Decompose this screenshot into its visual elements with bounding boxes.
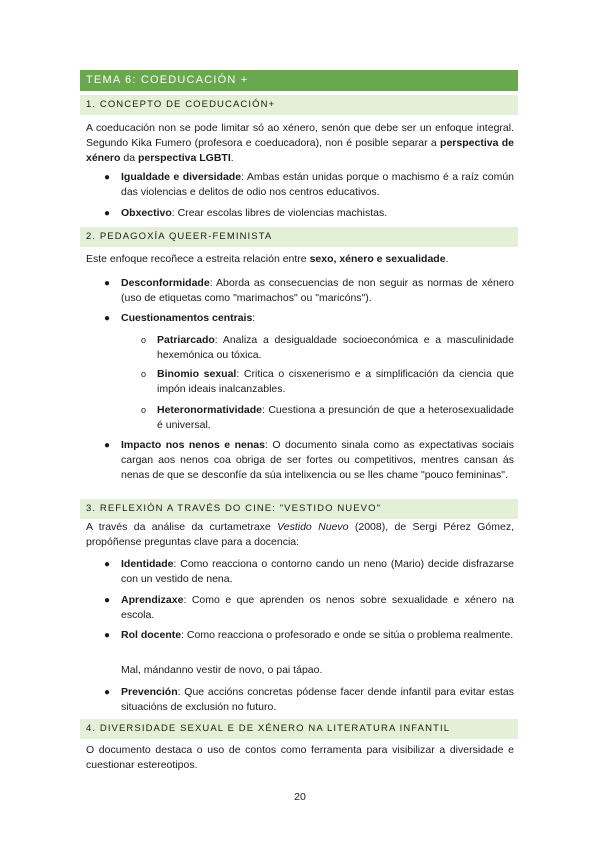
list-item: ● Rol docente: Como reacciona o profesorado e onde se sitúa o problema realmente. bbox=[104, 629, 514, 641]
bullet-icon: ● bbox=[104, 559, 111, 570]
section-3-heading: 3. REFLEXIÓN A TRAVÉS DO CINE: "VESTIDO NUEVO" bbox=[80, 499, 518, 519]
bullet-icon: ● bbox=[104, 313, 111, 324]
circle-bullet-icon: o bbox=[141, 369, 147, 379]
list-note: Mal, mándanno vestir de novo, o pai tápao. bbox=[121, 664, 323, 676]
list-item: ● Igualdade e diversidade: Ambas están unidas porque o machismo é a raíz común das violencias e delitos de odio nos centros educativos. bbox=[104, 171, 514, 198]
bullet-icon: ● bbox=[104, 440, 111, 451]
section-3-paragraph: A través da análise da curtametraxe Vestido Nuevo (2008), de Sergi Pérez Gómez, propóñense preguntas clave para a docencia: bbox=[86, 521, 514, 548]
bullet-icon: ● bbox=[104, 595, 111, 606]
sub-list-item: o Binomio sexual: Critica o cisxenerismo e a simplificación da ciencia que impón ideais inalcanzables. bbox=[141, 368, 514, 395]
list-item: ● Desconformidade: Aborda as consecuencias de non seguir as normas de xénero (uso de etiquetas como "marimachos" ou "maricóns"). bbox=[104, 277, 514, 304]
list-item: ● Prevención: Que accións concretas pódense facer dende infantil para evitar estas situacións de exclusión no futuro. bbox=[104, 686, 514, 713]
section-1-heading: 1. CONCEPTO DE COEDUCACIÓN+ bbox=[80, 95, 518, 115]
section-2-heading: 2. PEDAGOXÍA QUEER-FEMINISTA bbox=[80, 227, 518, 247]
list-item: ● Obxectivo: Crear escolas libres de violencias machistas. bbox=[104, 207, 388, 219]
list-item: ● Identidade: Como reacciona o contorno cando un neno (Mario) decide disfrazarse con un vestido de nena. bbox=[104, 558, 514, 585]
sub-list-item: o Patriarcado: Analiza a desigualdade socioeconómica e a masculinidade hexemónica ou tóxica. bbox=[141, 334, 514, 361]
list-item: ● Cuestionamentos centrais: bbox=[104, 312, 256, 324]
bullet-icon: ● bbox=[104, 630, 111, 641]
section-4-paragraph: O documento destaca o uso de contos como ferramenta para visibilizar a diversidade e cuestionar estereotipos. bbox=[86, 744, 514, 771]
section-2-paragraph: Este enfoque recoñece a estreita relación entre sexo, xénero e sexualidade. bbox=[86, 253, 449, 265]
sub-list-item: o Heteronormatividade: Cuestiona a presunción de que a heterosexualidade é universal. bbox=[141, 404, 514, 431]
bullet-icon: ● bbox=[104, 278, 111, 289]
page-title: TEMA 6: COEDUCACIÓN + bbox=[80, 70, 518, 91]
section-4-heading: 4. DIVERSIDADE SEXUAL E DE XÉNERO NA LITERATURA INFANTIL bbox=[80, 719, 518, 739]
page-number: 20 bbox=[294, 791, 306, 803]
section-1-paragraph: A coeducación non se pode limitar só ao xénero, senón que debe ser un enfoque integral. Segundo Kika Fumero (profesora e coeducadora), non é posible separar a perspectiva de xénero da perspectiva LGBTI. bbox=[86, 122, 514, 164]
bullet-icon: ● bbox=[104, 687, 111, 698]
bullet-icon: ● bbox=[104, 208, 111, 219]
bullet-icon: ● bbox=[104, 172, 111, 183]
circle-bullet-icon: o bbox=[141, 335, 147, 345]
list-item: ● Aprendizaxe: Como e que aprenden os nenos sobre sexualidade e xénero na escola. bbox=[104, 594, 514, 621]
circle-bullet-icon: o bbox=[141, 405, 147, 415]
list-item: ● Impacto nos nenos e nenas: O documento sinala como as expectativas sociais cargan aos nenos coa obriga de ser fortes ou competitivos, mentres cansan ás nenas de que se desconfíe da súa intelixencia ou se lles chame "pouco femininas". bbox=[104, 439, 514, 481]
